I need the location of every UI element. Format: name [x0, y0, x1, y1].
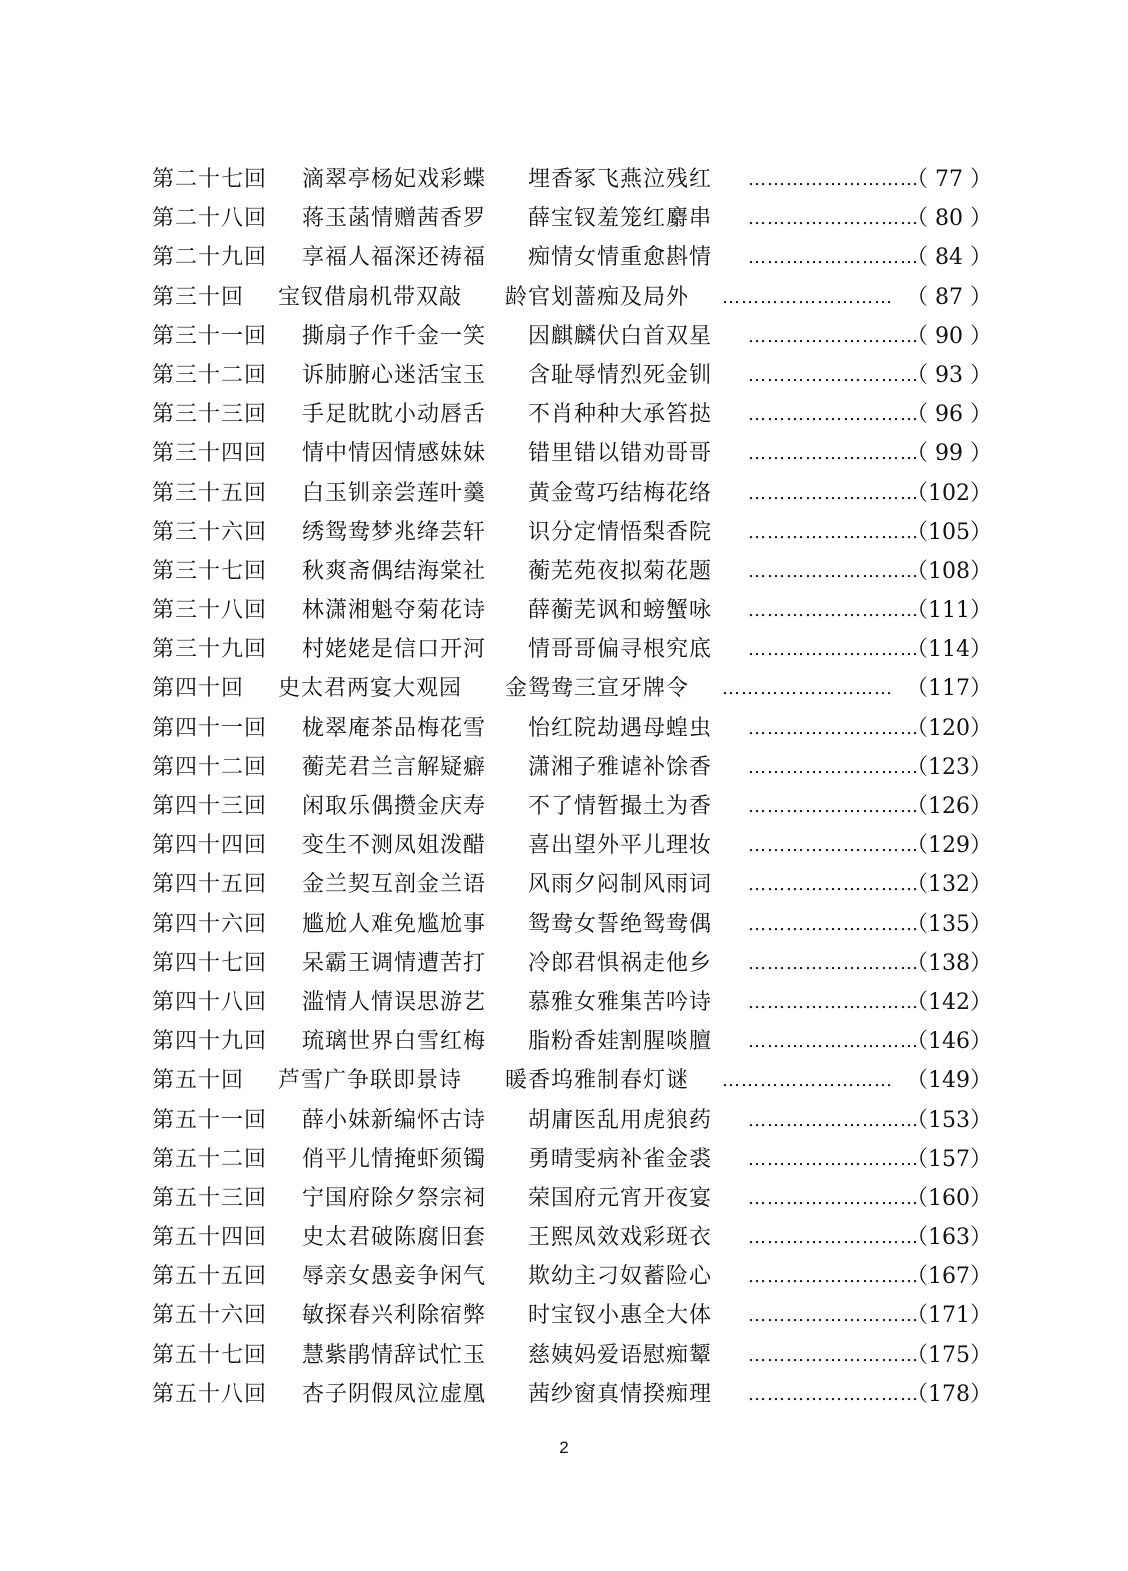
- chapter-title-first: 滴翠亭杨妃戏彩蝶: [302, 167, 487, 192]
- toc-entry: [0, 513, 1128, 552]
- page-reference: （111）: [906, 598, 992, 624]
- chapter-number: 第三十二回: [152, 362, 268, 388]
- toc-entry: [0, 709, 1128, 748]
- toc-entry: [0, 865, 1128, 904]
- dot-leader: ………………………: [748, 325, 919, 347]
- dot-leader: ………………………: [722, 1070, 893, 1092]
- chapter-title-first: 金兰契互剖金兰语: [302, 872, 487, 898]
- toc-entry: [0, 278, 1128, 317]
- chapter-title-first: 手足眈眈小动唇舌: [302, 402, 487, 428]
- page-reference: （129）: [906, 833, 992, 859]
- toc-entry: [0, 1101, 1128, 1140]
- chapter-number: 第二十七回: [152, 167, 268, 192]
- dot-leader: ………………………: [748, 1187, 919, 1209]
- chapter-title-first: 芦雪广争联即景诗: [278, 1068, 463, 1094]
- chapter-title-first: 滥情人情误思游艺: [302, 989, 487, 1015]
- chapter-title-second: 金鸳鸯三宣牙牌令: [505, 676, 690, 702]
- chapter-number: 第二十八回: [152, 206, 268, 232]
- page-reference: （ 90 ）: [906, 323, 992, 349]
- toc-entry: [0, 1140, 1128, 1179]
- chapter-title-first: 慧紫鹃情辞试忙玉: [302, 1342, 487, 1368]
- chapter-title-first: 白玉钏亲尝莲叶羹: [302, 480, 487, 506]
- chapter-title-first: 尴尬人难免尴尬事: [302, 911, 487, 937]
- toc-entry: [0, 1336, 1128, 1375]
- chapter-title-second: 龄官划蔷痴及局外: [505, 284, 690, 310]
- dot-leader: ………………………: [748, 404, 919, 426]
- page-reference: （171）: [906, 1303, 992, 1329]
- chapter-title-first: 绣鸳鸯梦兆绛芸轩: [302, 519, 487, 545]
- page-reference: （142）: [906, 989, 992, 1015]
- chapter-number: 第四十三回: [152, 794, 268, 819]
- chapter-title-second: 时宝钗小惠全大体: [528, 1303, 713, 1329]
- chapter-title-first: 史太君破陈腐旧套: [302, 1225, 487, 1251]
- chapter-title-second: 慈姨妈爱语慰痴颦: [528, 1342, 713, 1368]
- chapter-title-first: 变生不测凤姐泼醋: [302, 833, 487, 859]
- toc-entry: [0, 748, 1128, 787]
- chapter-title-first: 秋爽斋偶结海棠社: [302, 558, 487, 584]
- page-reference: （146）: [906, 1029, 992, 1055]
- chapter-title-first: 敏探春兴利除宿弊: [302, 1303, 487, 1329]
- chapter-number: 第三十回: [152, 284, 245, 310]
- page-reference: （102）: [906, 480, 992, 506]
- page-reference: （114）: [906, 637, 992, 663]
- toc-entry: [0, 1061, 1128, 1100]
- dot-leader: ………………………: [748, 796, 919, 817]
- toc-entry: [0, 160, 1128, 199]
- page-reference: （ 84 ）: [906, 245, 992, 271]
- chapter-title-second: 薛宝钗羞笼红麝串: [528, 206, 713, 232]
- dot-leader: ………………………: [722, 678, 893, 700]
- chapter-number: 第四十五回: [152, 872, 268, 898]
- chapter-title-second: 含耻辱情烈死金钏: [528, 362, 713, 388]
- chapter-title-first: 史太君两宴大观园: [278, 676, 463, 702]
- chapter-title-second: 茜纱窗真情揆痴理: [528, 1381, 713, 1407]
- chapter-number: 第四十九回: [152, 1029, 268, 1055]
- toc-entry: [0, 591, 1128, 630]
- chapter-title-second: 不了情暂撮土为香: [528, 794, 713, 819]
- page-reference: （138）: [906, 950, 992, 976]
- dot-leader: ………………………: [748, 1031, 919, 1053]
- page-reference: （ 93 ）: [906, 362, 992, 388]
- dot-leader: ………………………: [748, 560, 919, 582]
- chapter-title-first: 栊翠庵茶品梅花雪: [302, 715, 487, 741]
- chapter-number: 第三十八回: [152, 598, 268, 624]
- dot-leader: ………………………: [748, 169, 919, 190]
- chapter-title-second: 慕雅女雅集苦吟诗: [528, 989, 713, 1015]
- toc-entry: [0, 1257, 1128, 1296]
- dot-leader: ………………………: [748, 247, 919, 269]
- chapter-title-second: 喜出望外平儿理妆: [528, 833, 713, 859]
- chapter-number: 第三十一回: [152, 323, 268, 349]
- page-number: 2: [559, 1438, 569, 1457]
- toc-entry: [0, 1218, 1128, 1257]
- dot-leader: ………………………: [748, 1383, 919, 1405]
- toc-entry: [0, 474, 1128, 513]
- chapter-number: 第四十四回: [152, 833, 268, 859]
- toc-entry: [0, 905, 1128, 944]
- chapter-title-second: 欺幼主刁奴蓄险心: [528, 1264, 713, 1290]
- chapter-number: 第三十四回: [152, 441, 268, 467]
- page-reference: （126）: [906, 794, 992, 819]
- toc-entry: [0, 669, 1128, 708]
- dot-leader: ………………………: [748, 1344, 919, 1366]
- dot-leader: ………………………: [748, 1227, 919, 1249]
- page-reference: （108）: [906, 558, 992, 584]
- chapter-title-second: 脂粉香娃割腥啖膻: [528, 1029, 713, 1055]
- dot-leader: ………………………: [748, 874, 919, 896]
- page-reference: （ 87 ）: [906, 284, 992, 310]
- page-reference: （120）: [906, 715, 992, 741]
- chapter-title-second: 鸳鸯女誓绝鸳鸯偶: [528, 911, 713, 937]
- page-reference: （175）: [906, 1342, 992, 1368]
- chapter-title-second: 暖香坞雅制春灯谜: [505, 1068, 690, 1094]
- chapter-title-first: 林潇湘魁夺菊花诗: [302, 598, 487, 624]
- chapter-title-first: 宝钗借扇机带双敲: [278, 284, 463, 310]
- chapter-title-second: 薛蘅芜讽和螃蟹咏: [528, 598, 713, 624]
- chapter-title-first: 村姥姥是信口开河: [302, 637, 487, 663]
- toc-entry: [0, 1296, 1128, 1335]
- page-reference: （167）: [906, 1264, 992, 1290]
- chapter-number: 第四十回: [152, 676, 245, 702]
- toc-entry: [0, 238, 1128, 277]
- chapter-number: 第三十七回: [152, 558, 268, 584]
- toc-entry: [0, 983, 1128, 1022]
- toc-entry: [0, 434, 1128, 473]
- page-reference: （157）: [906, 1146, 992, 1172]
- dot-leader: ………………………: [748, 913, 919, 935]
- page-reference: （178）: [906, 1381, 992, 1407]
- chapter-title-first: 俏平儿情掩虾须镯: [302, 1146, 487, 1172]
- chapter-title-second: 王熙凤效戏彩斑衣: [528, 1225, 713, 1251]
- toc-entry: [0, 317, 1128, 356]
- chapter-title-first: 享福人福深还祷福: [302, 245, 487, 271]
- chapter-title-first: 薛小妹新编怀古诗: [302, 1107, 487, 1133]
- page-reference: （ 77 ）: [906, 167, 992, 192]
- chapter-title-second: 荣国府元宵开夜宴: [528, 1185, 713, 1211]
- chapter-number: 第三十九回: [152, 637, 268, 663]
- dot-leader: ………………………: [748, 835, 919, 857]
- chapter-title-first: 宁国府除夕祭宗祠: [302, 1185, 487, 1211]
- chapter-title-first: 撕扇子作千金一笑: [302, 323, 487, 349]
- dot-leader: ………………………: [748, 482, 919, 504]
- toc-entry: [0, 1375, 1128, 1414]
- chapter-title-second: 不肖种种大承笞挞: [528, 402, 713, 428]
- dot-leader: ………………………: [748, 717, 919, 739]
- dot-leader: ………………………: [748, 1305, 919, 1327]
- chapter-title-second: 错里错以错劝哥哥: [528, 441, 713, 467]
- page-reference: （105）: [906, 519, 992, 545]
- chapter-number: 第四十一回: [152, 715, 268, 741]
- toc-entry: [0, 1179, 1128, 1218]
- chapter-number: 第二十九回: [152, 245, 268, 271]
- dot-leader: ………………………: [748, 1266, 919, 1288]
- chapter-title-first: 闲取乐偶攒金庆寿: [302, 794, 487, 819]
- chapter-title-second: 冷郎君惧祸走他乡: [528, 950, 713, 976]
- chapter-title-second: 痴情女情重愈斟情: [528, 245, 713, 271]
- toc-entry: [0, 630, 1128, 669]
- chapter-number: 第四十二回: [152, 754, 268, 780]
- toc-entry: [0, 552, 1128, 591]
- chapter-number: 第四十八回: [152, 989, 268, 1015]
- chapter-title-first: 蒋玉菡情赠茜香罗: [302, 206, 487, 232]
- chapter-number: 第三十五回: [152, 480, 268, 506]
- chapter-title-first: 辱亲女愚妾争闲气: [302, 1264, 487, 1290]
- chapter-title-second: 情哥哥偏寻根究底: [528, 637, 713, 663]
- toc-entry: [0, 1022, 1128, 1061]
- chapter-number: 第四十六回: [152, 911, 268, 937]
- table-of-contents: [0, 160, 1128, 1414]
- page-reference: （117）: [906, 676, 992, 702]
- dot-leader: ………………………: [748, 1148, 919, 1170]
- page-reference: （ 96 ）: [906, 402, 992, 428]
- chapter-title-second: 因麒麟伏白首双星: [528, 323, 713, 349]
- dot-leader: ………………………: [748, 756, 919, 778]
- chapter-title-second: 勇晴雯病补雀金裘: [528, 1146, 713, 1172]
- page-reference: （135）: [906, 911, 992, 937]
- chapter-title-second: 胡庸医乱用虎狼药: [528, 1107, 713, 1133]
- chapter-number: 第五十七回: [152, 1342, 268, 1368]
- chapter-number: 第四十七回: [152, 950, 268, 976]
- page-reference: （ 99 ）: [906, 441, 992, 467]
- chapter-title-first: 呆霸王调情遭苦打: [302, 950, 487, 976]
- dot-leader: ………………………: [748, 1109, 919, 1131]
- chapter-title-first: 情中情因情感妹妹: [302, 441, 487, 467]
- chapter-number: 第五十回: [152, 1068, 245, 1094]
- dot-leader: ………………………: [748, 364, 919, 386]
- chapter-number: 第三十三回: [152, 402, 268, 428]
- toc-entry: [0, 395, 1128, 434]
- chapter-title-second: 识分定情悟梨香院: [528, 519, 713, 545]
- toc-entry: [0, 944, 1128, 983]
- dot-leader: ………………………: [748, 208, 919, 230]
- page-reference: （ 80 ）: [906, 206, 992, 232]
- dot-leader: ………………………: [748, 600, 919, 622]
- chapter-number: 第五十八回: [152, 1381, 268, 1407]
- page-reference: （160）: [906, 1185, 992, 1211]
- chapter-title-second: 埋香冢飞燕泣残红: [528, 167, 713, 192]
- chapter-number: 第三十六回: [152, 519, 268, 545]
- page-reference: （153）: [906, 1107, 992, 1133]
- toc-entry: [0, 199, 1128, 238]
- chapter-number: 第五十一回: [152, 1107, 268, 1133]
- chapter-number: 第五十五回: [152, 1264, 268, 1290]
- toc-entry: [0, 826, 1128, 865]
- dot-leader: ………………………: [722, 286, 893, 308]
- chapter-title-second: 蘅芜苑夜拟菊花题: [528, 558, 713, 584]
- chapter-title-first: 杏子阴假凤泣虚凰: [302, 1381, 487, 1407]
- page-reference: （149）: [906, 1068, 992, 1094]
- chapter-title-first: 蘅芜君兰言解疑癖: [302, 754, 487, 780]
- chapter-number: 第五十四回: [152, 1225, 268, 1251]
- chapter-title-second: 潇湘子雅谑补馀香: [528, 754, 713, 780]
- dot-leader: ………………………: [748, 521, 919, 543]
- dot-leader: ………………………: [748, 952, 919, 974]
- chapter-title-second: 黄金莺巧结梅花络: [528, 480, 713, 506]
- toc-entry: [0, 356, 1128, 395]
- chapter-number: 第五十六回: [152, 1303, 268, 1329]
- chapter-title-first: 琉璃世界白雪红梅: [302, 1029, 487, 1055]
- chapter-title-second: 怡红院劫遇母蝗虫: [528, 715, 713, 741]
- chapter-number: 第五十三回: [152, 1185, 268, 1211]
- toc-entry: [0, 787, 1128, 826]
- page-reference: （163）: [906, 1225, 992, 1251]
- dot-leader: ………………………: [748, 639, 919, 661]
- chapter-number: 第五十二回: [152, 1146, 268, 1172]
- page-reference: （123）: [906, 754, 992, 780]
- chapter-title-second: 风雨夕闷制风雨词: [528, 872, 713, 898]
- chapter-title-first: 诉肺腑心迷活宝玉: [302, 362, 487, 388]
- dot-leader: ………………………: [748, 991, 919, 1013]
- dot-leader: ………………………: [748, 443, 919, 465]
- page-reference: （132）: [906, 872, 992, 898]
